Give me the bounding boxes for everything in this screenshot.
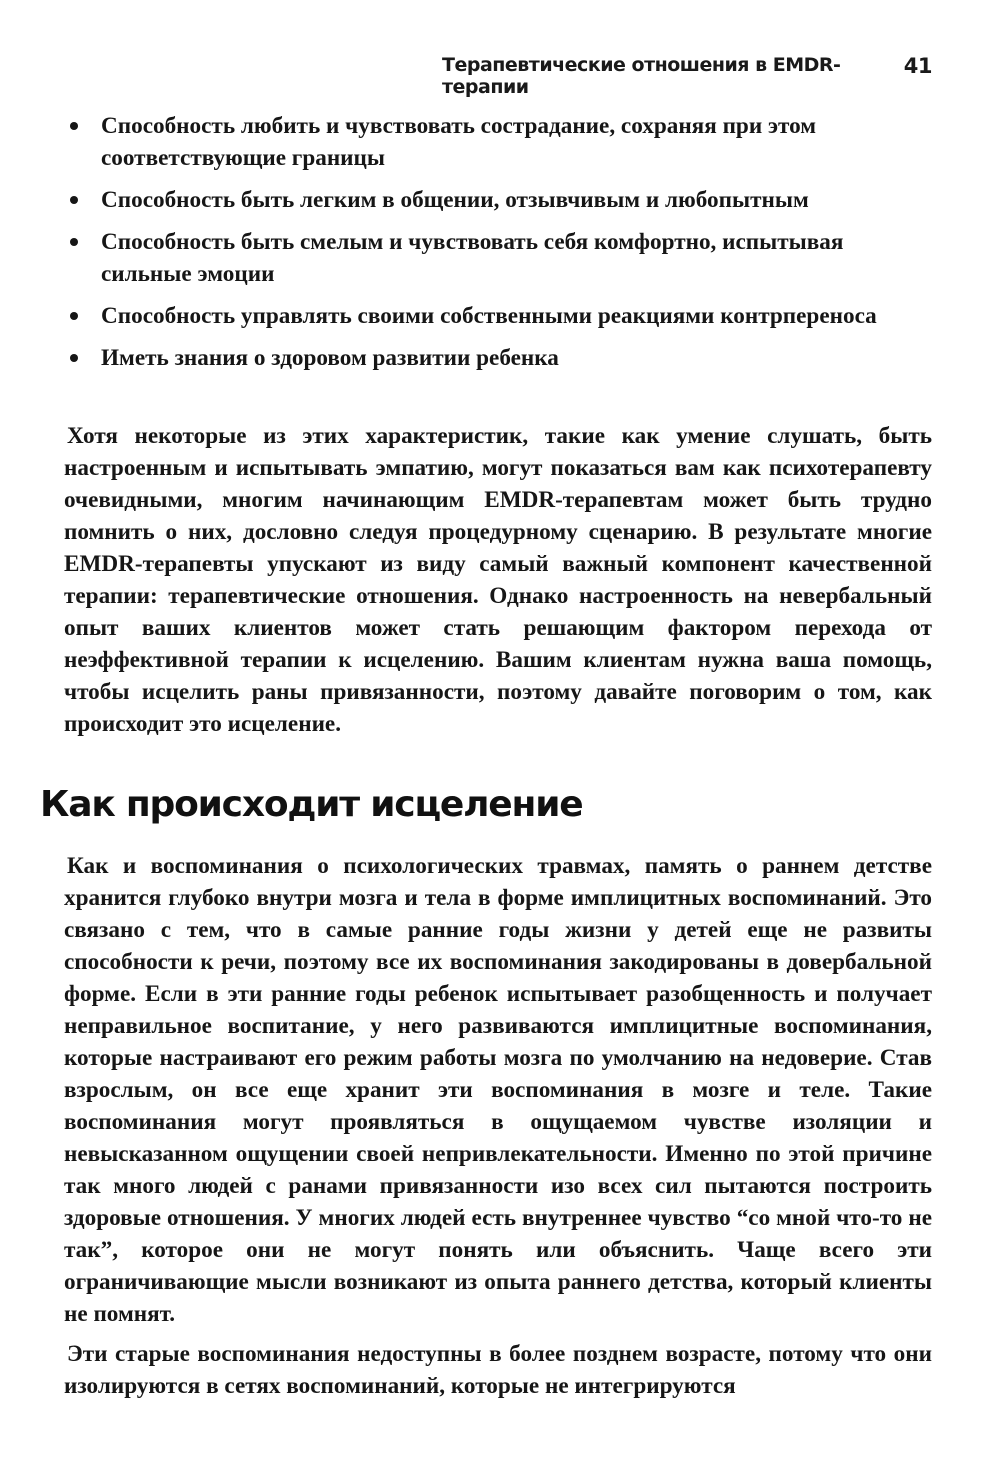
list-item-text: Иметь знания о здоровом развитии ребенка	[101, 345, 559, 371]
body-paragraph-1: Хотя некоторые из этих характеристик, такие как умение слушать, быть настроенным и испытывать эмпатию, могут показаться вам как психотерапевту очевидными, многим начинающим EMDR-терапевтам может быть трудно помнить о них, дословно следуя процедурному сценарию. В результате многие EMDR-терапевты упускают из виду самый важный компонент качественной терапии: терапевтические отношения. Однако настроенность на невербальный опыт ваших клиентов может стать решающим фактором перехода от неэффективной терапии к исцелению. Вашим клиентам нужна ваша помощь, чтобы исцелить раны привязанности, поэтому давайте поговорим о том, как происходит это исцеление.	[64, 423, 932, 737]
bullet-icon	[70, 312, 78, 320]
body-paragraph-2: Как и воспоминания о психологических травмах, память о раннем детстве хранится глубоко внутри мозга и тела в форме имплицитных воспоминаний. Это связано с тем, что в самые ранние годы жизни у детей еще не развиты способности к речи, поэтому все их воспоминания закодированы в довербальной форме. Если в эти ранние годы ребенок испытывает разобщенность и получает неправильное воспитание, у него развиваются имплицитные воспоминания, которые настраивают его режим работы мозга по умолчанию на недоверие. Став взрослым, он все еще хранит эти воспоминания в мозге и теле. Такие воспоминания могут проявляться в ощущаемом чувстве изоляции и невысказанном ощущении своей непривлекательности. Именно по этой причине так много людей с ранами привязанности изо всех сил пытаются построить здоровые отношения. У многих людей есть внутреннее чувство “со мной что-то не так”, которое они не могут понять или объяснить. Чаще всего эти ограничивающие мысли возникают из опыта раннего детства, который клиенты не помнят.	[64, 853, 932, 1327]
bullet-icon	[70, 238, 78, 246]
list-item-text: Способность быть смелым и чувствовать себя комфортно, испытывая сильные эмоции	[101, 229, 844, 287]
bullet-icon	[70, 354, 78, 362]
list-item-text: Способность управлять своими собственными реакциями контрпереноса	[101, 303, 877, 329]
section-heading: Как происходит исцеление	[40, 784, 583, 825]
page-number: 41	[903, 54, 932, 78]
bullet-icon	[70, 122, 78, 130]
running-title: Терапевтические отношения в EMDR-терапии	[442, 54, 841, 98]
bullet-icon	[70, 196, 78, 204]
running-header	[442, 54, 932, 98]
body-paragraph-3: Эти старые воспоминания недоступны в более позднем возрасте, потому что они изолируются в сетях воспоминаний, которые не интегрируются	[64, 1341, 932, 1399]
list-item	[64, 300, 932, 332]
list-item-text: Способность быть легким в общении, отзывчивым и любопытным	[101, 187, 809, 213]
list-item	[64, 342, 932, 374]
list-item-text: Способность любить и чувствовать сострадание, сохраняя при этом соответствующие границы	[101, 113, 817, 171]
bullet-list	[64, 110, 932, 384]
list-item	[64, 226, 932, 290]
list-item	[64, 110, 932, 174]
list-item	[64, 184, 932, 216]
